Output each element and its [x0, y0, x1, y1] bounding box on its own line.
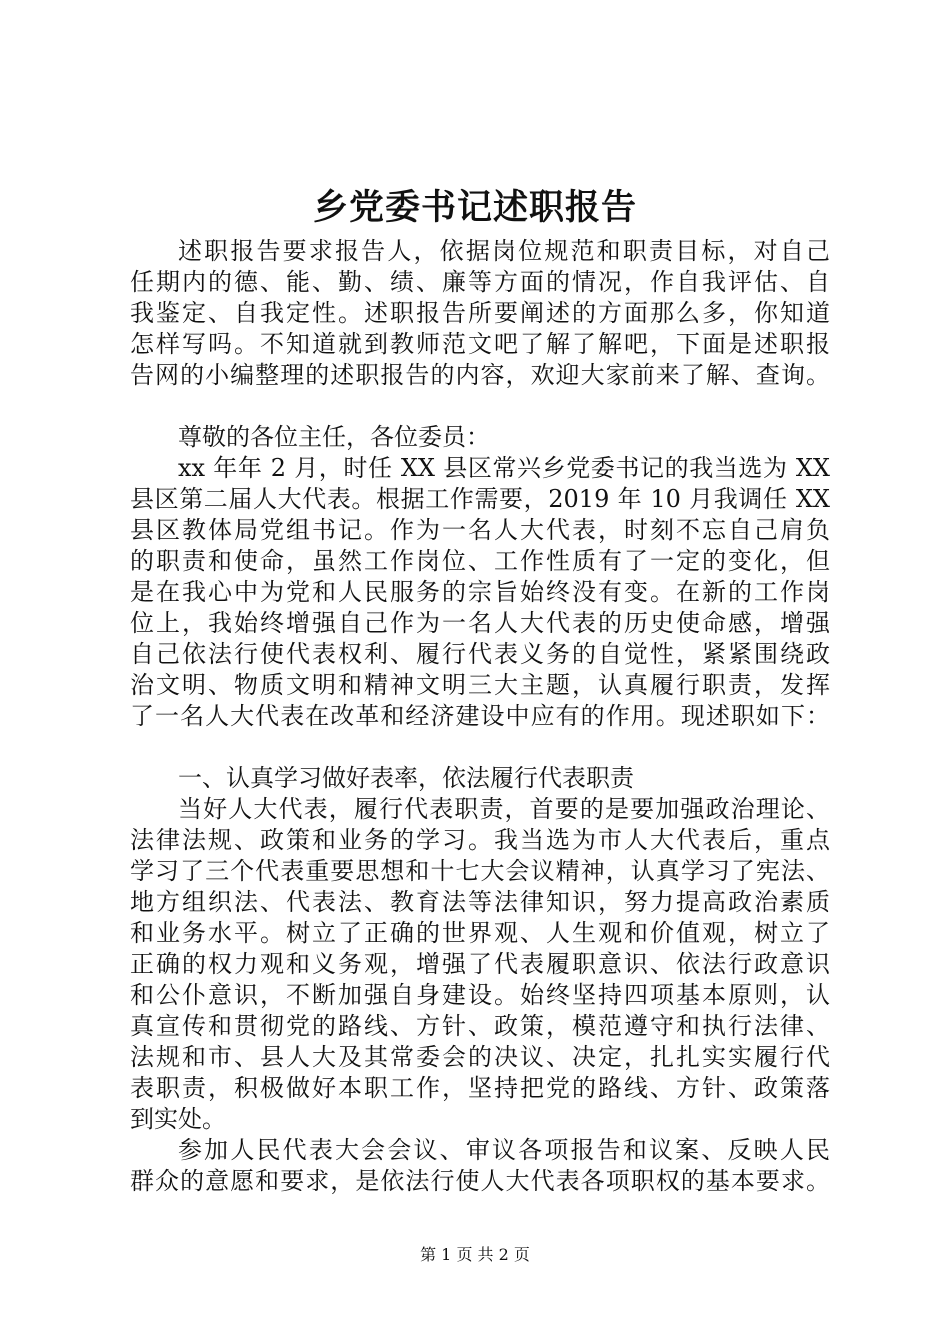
paragraph-line: 参加人民代表大会会议、审议各项报告和议案、反映人民 [178, 1136, 830, 1164]
paragraph-line: 和公仆意识，不断加强自身建设。始终坚持四项基本原则，认 [130, 981, 830, 1009]
section-heading: 一、认真学习做好表率，依法履行代表职责 [178, 764, 634, 792]
intro-line: 怎样写吗。不知道就到教师范文吧了解了解吧，下面是述职报 [130, 330, 830, 358]
paragraph-line: 学习了三个代表重要思想和十七大会议精神，认真学习了宪法、 [130, 857, 830, 885]
paragraph-line: 位上，我始终增强自己作为一名人大代表的历史使命感，增强 [130, 609, 830, 637]
paragraph-line: 治文明、物质文明和精神文明三大主题，认真履行职责，发挥 [130, 671, 830, 699]
paragraph-line: 正确的权力观和义务观，增强了代表履职意识、依法行政意识 [130, 950, 830, 978]
paragraph-line: 法规和市、县人大及其常委会的决议、决定，扎扎实实履行代 [130, 1043, 830, 1071]
paragraph-line: 的职责和使命，虽然工作岗位、工作性质有了一定的变化，但 [130, 547, 830, 575]
document-title: 乡党委书记述职报告 [312, 187, 637, 228]
paragraph-line: 真宣传和贯彻党的路线、方针、政策，模范遵守和执行法律、 [130, 1012, 830, 1040]
intro-line: 任期内的德、能、勤、绩、廉等方面的情况，作自我评估、自 [130, 268, 830, 296]
paragraph-line: 县区教体局党组书记。作为一名人大代表，时刻不忘自己肩负 [130, 516, 830, 544]
paragraph-line: 到实处。 [130, 1105, 226, 1133]
paragraph-gap [130, 732, 830, 763]
paragraph-line: 群众的意愿和要求，是依法行使人大代表各项职权的基本要求。 [130, 1167, 830, 1195]
paragraph-line: 县区第二届人大代表。根据工作需要，2019 年 10 月我调任 XX [130, 485, 830, 513]
document-body [130, 236, 830, 1197]
intro-line: 我鉴定、自我定性。述职报告所要阐述的方面那么多，你知道 [130, 299, 830, 327]
intro-line: 告网的小编整理的述职报告的内容，欢迎大家前来了解、查询。 [130, 361, 830, 389]
paragraph-line: 了一名人大代表在改革和经济建设中应有的作用。现述职如下： [130, 702, 830, 730]
paragraph-line: 表职责，积极做好本职工作，坚持把党的路线、方针、政策落 [130, 1074, 830, 1102]
salutation: 尊敬的各位主任，各位委员： [178, 423, 490, 451]
paragraph-line: 是在我心中为党和人民服务的宗旨始终没有变。在新的工作岗 [130, 578, 830, 606]
intro-line: 述职报告要求报告人，依据岗位规范和职责目标，对自己 [178, 237, 830, 265]
paragraph-line: 和业务水平。树立了正确的世界观、人生观和价值观，树立了 [130, 919, 830, 947]
page-number-footer: 第 1 页 共 2 页 [420, 1245, 530, 1264]
paragraph-line: 当好人大代表，履行代表职责，首要的是要加强政治理论、 [178, 795, 830, 823]
paragraph-line: 法律法规、政策和业务的学习。我当选为市人大代表后，重点 [130, 826, 830, 854]
paragraph-gap [130, 391, 830, 422]
paragraph-line: 地方组织法、代表法、教育法等法律知识，努力提高政治素质 [130, 888, 830, 916]
paragraph-line: 自己依法行使代表权利、履行代表义务的自觉性，紧紧围绕政 [130, 640, 830, 668]
paragraph-line: xx 年年 2 月，时任 XX 县区常兴乡党委书记的我当选为 XX [178, 454, 830, 482]
